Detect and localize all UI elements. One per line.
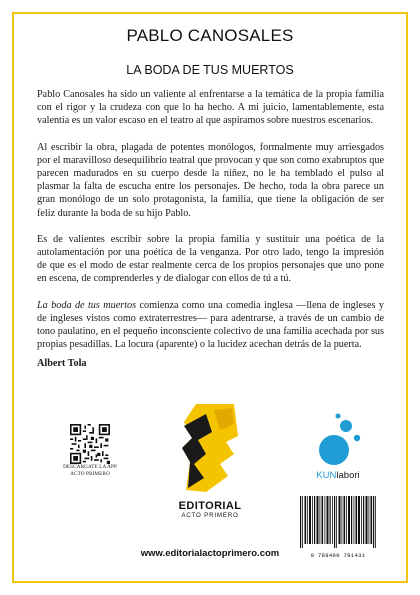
- publisher-name: EDITORIAL: [178, 500, 242, 512]
- publisher-logo-icon: [176, 402, 246, 498]
- publisher-website[interactable]: www.editorialactoprimero.com: [140, 548, 280, 559]
- paragraph-2: Al escribir la obra, plagada de potentes monólogos, formalmente muy arriesgados por el maravilloso desequilibrio teatral que provocan y que son como exabruptos que parecen madurados en su cuerpo desde la niñez, no le ha temblado el pulso al plasmar la falta de escucha entre los personajes. De hecho, toda la obra parece un gran monólogo de un solo protagonista, la familia, que tiene la obligación de ser feliz durante la boda de su hijo Pablo.: [37, 141, 384, 219]
- qr-code-icon: [70, 424, 110, 464]
- qr-caption: [40, 464, 140, 477]
- author-name: PABLO CANOSALES: [126, 26, 294, 45]
- title-italic: La boda de tus muertos: [37, 299, 137, 311]
- kun-prefix: KUN: [316, 470, 337, 481]
- barcode-number: 9 788469 791431: [310, 552, 366, 559]
- paragraph-4-rest: comienza como una comedia inglesa —llena de ingleses y de ingleses vistos como extraterrestres— para adentrarse, a través de un cambio de tono paulatino, en el pequeño inconsciente colectivo de una familia acechada por sus propias pesadillas. La locura (aparente) o la lucidez acechan detrás de la puerta.: [37, 299, 384, 351]
- paragraph-3: Es de valientes escribir sobre la propia familia y sustituir una poética de la autolamentación por una poética de la venganza. Por otro lado, tengo la impresión de que es el modo de estar realmente cerca de los propios personajes que uno pone en escena, de comprenderles y de dialogar con ellos de tú a tú.: [37, 233, 384, 285]
- signature: Albert Tola: [37, 358, 87, 370]
- kun-suffix: labori: [336, 470, 360, 481]
- publisher-subtitle: ACTO PRIMERO: [181, 512, 239, 519]
- kunlabori-label: [298, 470, 378, 481]
- paragraph-1: Pablo Canosales ha sido un valiente al enfrentarse a la temática de la propia familia con el rigor y la crudeza con que lo ha hecho. A mi juicio, lamentablemente, esta valentía es un valor escaso en el teatro al que aspiramos sobre nuestros escenarios.: [37, 89, 384, 127]
- book-title: LA BODA DE TUS MUERTOS: [126, 63, 294, 77]
- qr-caption-line-2: ACTO PRIMERO: [70, 470, 110, 477]
- qr-caption-line-1: DESCÁRGATE LA APP: [63, 464, 117, 470]
- barcode-icon: [296, 482, 380, 552]
- qr-code[interactable]: [66, 424, 114, 464]
- back-cover-text: [37, 88, 384, 371]
- paragraph-4: [37, 299, 384, 352]
